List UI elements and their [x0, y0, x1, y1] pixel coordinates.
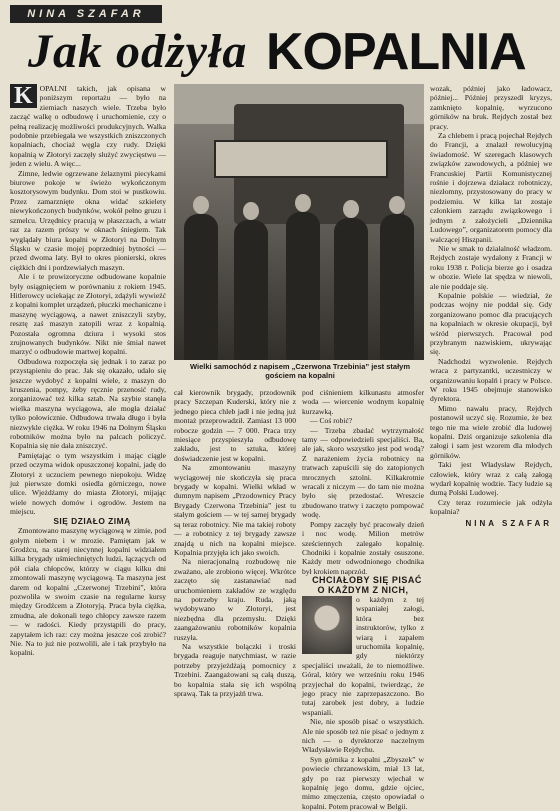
paragraph: Na wszystkie bolączki i troski brygada reaguje natychmiast, w razie potrzeby przyjeżdżają pomocnicy z Trzebini. Zaangażowani są całą duszą, bo kopalnia stała się ich wspólną sprawą. Tak ta przyjaźń trwa. — [174, 641, 296, 698]
paragraph: Za chlebem i pracą pojechał Rejdych do Francji, a znalazł rewolucyjną świadomość. W szeregach klasowych związków zawodowych, a później we Francuskiej Partii Komunistycznej rośnie i dojrzewa działacz robotniczy, niezłomny, przystosowany do pracy w podziemiu. W kilka lat zostaje członkiem zarządu związkowego i jednym z założycieli „Dziennika Ludowego”, organizatorem pomocy dla walczącej Hiszpanii. — [430, 131, 552, 244]
section-heading: SIĘ DZIAŁO ZIMĄ — [53, 515, 131, 526]
article-column-4 — [430, 84, 552, 790]
portrait-photo — [302, 596, 352, 654]
photo-person-head — [243, 202, 259, 220]
article-column-1 — [10, 84, 166, 790]
paragraph: Zimne, ledwie ogrzewane żelaznymi piecykami biurowe pokoje w świeżo wykończonym kosztorysowym budynku. Dom stoi w pustkowiu. Przez zamarznięte okna widać szkielety niewykończonych budynków, wokół pełno gruzu i szmelcu. Urzędnicy pracują w płaszczach, a wiatr raz za razem prószy w oknach śniegiem. Tak wyglądały biura kopalni w Złotoryi na Dolnym Śląsku w czasie mojej poprzedniej bytności — przed dwoma laty. Był to okres pionierski, okres ciężkich dni i pordzewiałych maszyn. — [10, 168, 166, 272]
paragraph: cał kierownik brygady, przodownik pracy Szczepan Kuderski, który nie z jednego pieca chleb jadł i nie jedną już montaż przeprowadził. Zamiast 13 000 robocze godzin — 7 000. Praca trzy miesiące przyspieszyła odbudowę zakładu, jest to sztuka, której doświadczenie jest w kopalni. — [174, 388, 296, 463]
photo-person — [234, 220, 268, 360]
paragraph: — Coś robić? — [310, 416, 353, 426]
paragraph: Na nieracjonalną rozbudowę nie zważano, ale zrobiono więcej. Wkrótce zaczęto się zastanawiać nad uruchomieniem zakładów ze względu na potrzeby kraju. Ruda, jaką wydobywano w Złotoryi, jest niezbędna dla przemysłu. Dzięki zaangażowaniu robotników kopalnia ruszyła. — [174, 557, 296, 642]
photo-person-head — [295, 194, 311, 212]
paragraph: OPALNI takich, jak opisana w poniższym reportażu — było na ziemiach naszych wiele. Trzeba było zacząć walkę o odbudowę i uruchomienie, czy o pełną realizację możliwości produkcyjnych. Walka podobnie przebiegała we wszystkich zniszczonych kopalniach, chociaż węgla czy rudy. Dzięki kopalnią w Złotoryi zaczęły służyć zwycięstwu — jeden z wielu. A więc... — [10, 84, 166, 169]
article-photo — [174, 84, 424, 360]
paragraph: Czy teraz rozumiecie jak odżyła kopalnia? — [430, 497, 552, 517]
photo-person-head — [193, 196, 209, 214]
author-byline: NINA SZAFAR — [10, 5, 162, 23]
article-column-2 — [174, 388, 296, 790]
paragraph: Taki jest Władysław Rejdych, człowiek, który wraz z całą załogą wydarł kopalnię wodzie. Tacy ludzie są dumą Polski Ludowej. — [430, 460, 552, 498]
photo-caption: Wielki samochód z napisem „Czerwona Trzebinia” jest stałym gościem na kopalni — [190, 362, 410, 380]
photo-person — [380, 214, 414, 360]
photo-person — [184, 214, 218, 360]
photo-person — [286, 212, 320, 360]
paragraph: Syn górnika z kopalni „Zbyszek” w powiecie chrzanowskim, miał 13 lat, gdy po raz pierwszy wjechał w kopalnię jego domu, gdzie ojciec, mimo zmęczenia, często opowiadał o kopalni. Potem pracował w Belgii. — [302, 754, 424, 811]
paragraph: Mimo nawału pracy, Rejdych postanowił uczyć się. Rozumie, że bez tego nie ma wiele zrobić dla ludowej kopalni. Dziś organizuje szkolenia dla załogi i sam jest wzorem dla młodych górników. — [430, 403, 552, 460]
paragraph: Nie w smak to działalność władzom. Rejdych zostaje wydalony z Francji w roku 1938 r. Policja bierze go i osadza w obozie. Wiele lat spędza w niewoli, ale nie poddaje się. — [430, 243, 552, 291]
paragraph: Zmontowano maszynę wyciągową w zimie, pod gołym niebem i w mrozie. Pamiętam jak w Grodźcu, na starej niecynnej kopalni widziałem kilka brygady uśmiechniętych ludzi, łączących od pół ciała chłopców, którzy w ciągu kilku dni zmontowali maszynę wyciągową. Ta maszyna jest darem od kopalni „Czerwonej Trzebini”, która pozwoliła w swoim czasie na regularne kursy między Grodźcem a Złotoryją. Praca była ciężka, zmudna, ale dokonali tego chłopcy zawsze razem — w radości. Kiedy przystąpili do pracy, zapytałem ich raz: czy można jeszcze coś zrobić? Nie. Na to już nie pozwolili, ale i tak przybyło na kopalni. — [10, 526, 166, 658]
article-title-part2: KOPALNIA — [266, 23, 526, 81]
paragraph: Pompy zaczęły być pracowały dzień i noc wodę. Milion metrów sześciennych zalegało kopalnię. Chodniki i kopalnie zostały osuszone. Każdy metr odwodnionego chodnika był krokiem naprzód. — [302, 519, 424, 576]
paragraph: Odbudowa rozpoczęła się jednak i to zaraz po przystąpieniu do prac. Jak się okazało, udało się jeszcze wydobyć z kopalni wiele, z maszyn do kruszenia, pompy, żeby ręcznie przenosić rudy, zorganizować też kilka sztab. Na szybie stanęła wielka maszyna wyciągowa, ale mogła działać tylko połowicznie. Odbudowa trwała długo i była niezwykle ciężka. W roku 1946 na Dolnym Śląsku robotników można było na palcach policzyć. Kopalnia się nie dała zniszczyć. — [10, 356, 166, 451]
paragraph: wozak, później jako ładowacz, później... Później przyszedł kryzys, zamknięto kopalnię, wyrzucono górników na bruk. Rejdych został bez pracy. — [430, 84, 552, 131]
photo-person — [334, 218, 368, 360]
paragraph: o każdym z tej wspaniałej załogi, która bez instruktorów, tylko z wiarą i zapałem uruchomiła kopalnię, gdy niektórzy specjaliści uważali, że to niemożliwe. Góral, który we wrześniu roku 1946 przyjechał do kopalni, twierdząc, że jego pracy nie zaprzepaszczono. Bo tutaj zarobek jest dobry, a ludzie wspaniali. — [302, 594, 424, 717]
paragraph: Ale i te prowizoryczne odbudowane kopalnie były osiągnięciem w porównaniu z rokiem 1945. Hitlerowcy uciekając ze Złotoryi, zdążyli wywieźć z kopalni komplet urządzeń, płuczki mechaniczne i maszynę wyciągową, a nawet zniszczyli szyby, resztę zaś maszyn zatopili wraz z kopalnią. Pozostała ogromna dziura i wysoki stos zrujnowanych budynków. Nikt nie śmiał nawet marzyć o odbudowie martwej kopalni. — [10, 272, 166, 357]
paragraph: pod ciśnieniem kilkunastu atmosfer woda — wiercenie wodnym kopalnię kurzawką. — [302, 388, 424, 416]
paragraph: — Trzeba zbadać wytrzymałość tamy — odpowiedzieli specjaliści. Ba, ale jak, skoro wszystko jest pod wodą? Z narażeniem życia robotnicy na tratwach zapuścili się do zatopionych mrocznych sztolni. Kilkakrotnie wracali z niczym — do tam nie można było się przedostać. Wreszcie zbudowano tratwy i zaczęto pompować wodę. — [302, 425, 424, 520]
paragraph: Nadchodzi wyzwolenie. Rejdych wraca z partyzantki, uczestniczy w organizowaniu kopalń i pracy w Polsce. W roku 1945 obejmuje stanowisko dyrektora. — [430, 356, 552, 404]
photo-person-head — [343, 200, 359, 218]
paragraph: Na zmontowaniu maszyny wyciągowej nie skończyła się praca brygady w kopalni. Wielki wkład w dumnym napisem „Przodownicy Pracy Brygady Czerwona Trzebinia” jest tu stałym gościem — w tej samej brygady są teraz robotnicy. Nie ma takiej roboty — a robotnicy z tej brygady zawsze znajdą u nich na kopalni miejsce. Kopalnia przyjęła ich jako swoich. — [174, 463, 296, 557]
drop-cap: K — [10, 84, 37, 108]
section-heading: CHCIAŁOBY SIĘ PISAĆ O KAŻDYM Z NICH, — [312, 575, 422, 595]
photo-truck-banner — [214, 140, 388, 178]
paragraph: Nie, nie sposób pisać o wszystkich. Ale nie sposób też nie pisać o jednym z nich — o dyrektorze naczelnym Władysławie Rejdychu. — [302, 717, 424, 755]
paragraph: Pamiętając o tym wszystkim i mając ciągle przed oczyma widok opuszczonej kopalni, jadę do Złotoryi z uczuciem pewnego niepokoju. Widzę już pierwsze domki osiedla górniczego, nowe ulice. Wjeżdżamy do miasta Złotoryi, mijając wiele nowych domów i ogrodów. Jestem na miejscu. — [10, 450, 166, 517]
article-title-part1: Jak odżyła — [28, 25, 248, 78]
paragraph: Kopalnie polskie — wiedział, że podczas wojny nie poddał się. Gdy zorganizowano pomoc dla pracujących na kopalniach w okresie okupacji, był wśród pierwszych. Pracował pod przybranym nazwiskiem, ukrywając się. — [430, 290, 552, 357]
photo-person-head — [389, 196, 405, 214]
article-column-3 — [302, 388, 424, 811]
author-signature: NINA SZAFAR — [465, 518, 552, 528]
